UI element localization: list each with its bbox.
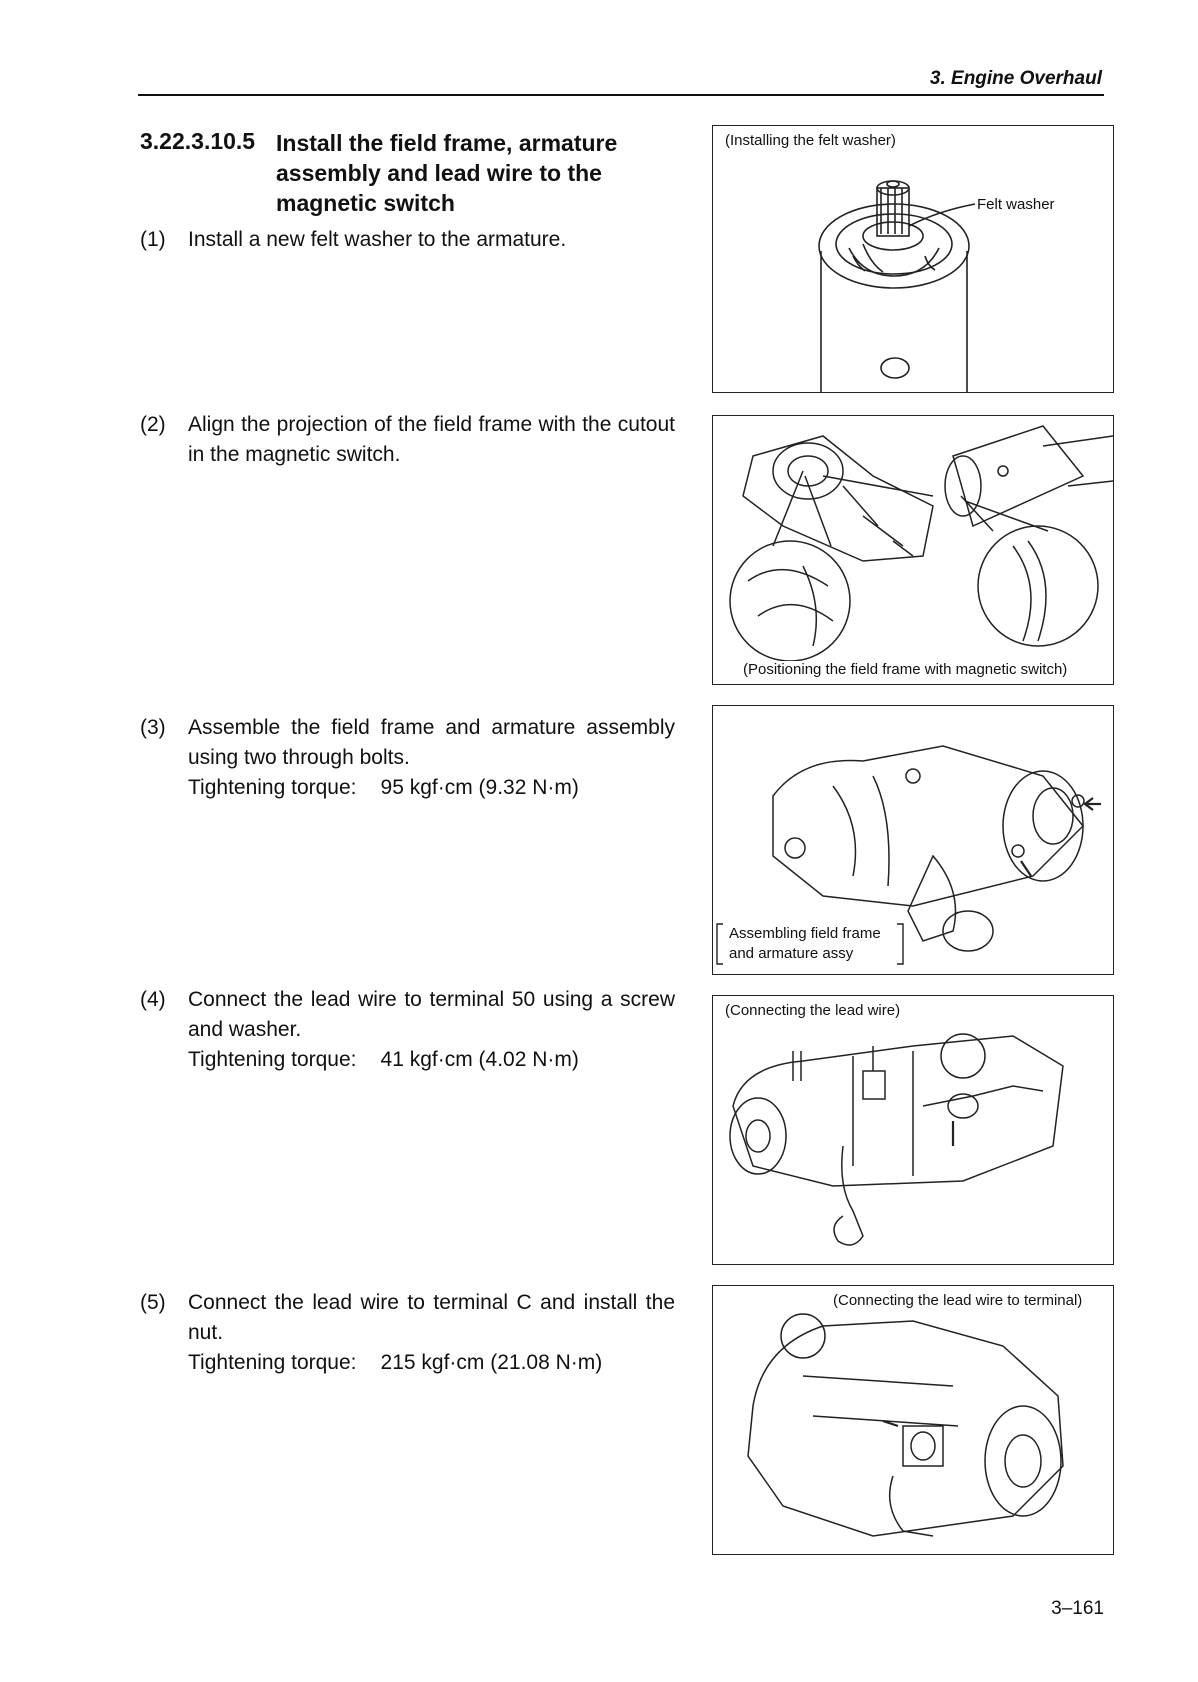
step-text: Align the projection of the field frame with the cutout in the magnetic switch. (188, 413, 675, 466)
figure-caption: (Positioning the field frame with magnetic switch) (743, 661, 1068, 678)
step-number: (4) (140, 988, 166, 1011)
step-2 (140, 410, 675, 470)
figure-felt-washer (712, 125, 1114, 393)
torque-value: 95 kgf·cm (9.32 N·m) (380, 776, 579, 799)
section-title: Install the field frame, armature assembly and lead wire to the magnetic switch (276, 130, 618, 216)
page-number: 3–161 (1051, 1598, 1104, 1619)
step-text: Assemble the field frame and armature assembly using two through bolts. (188, 716, 675, 769)
step-3 (140, 713, 675, 803)
torque-label: Tightening torque: (188, 1048, 357, 1071)
step-number: (1) (140, 228, 166, 251)
lead-wire-illustration (713, 996, 1113, 1264)
step-number: (3) (140, 716, 166, 739)
torque-value: 41 kgf·cm (4.02 N·m) (380, 1048, 579, 1071)
felt-washer-label: Felt washer (977, 196, 1055, 213)
step-text: Connect the lead wire to terminal 50 using a screw and washer. (188, 988, 675, 1041)
torque-label: Tightening torque: (188, 776, 357, 799)
figure-terminal (712, 1285, 1114, 1555)
figure-assembling (712, 705, 1114, 975)
felt-washer-illustration (713, 126, 1113, 392)
caption-line-2: and armature assy (729, 945, 854, 962)
step-number: (2) (140, 413, 166, 436)
step-5 (140, 1288, 675, 1378)
figure-caption: (Installing the felt washer) (725, 132, 896, 149)
figure-caption (729, 924, 881, 964)
torque-spec (188, 773, 675, 803)
section-number: 3.22.3.10.5 (140, 128, 256, 154)
chapter-header: 3. Engine Overhaul (929, 68, 1102, 89)
step-1 (140, 225, 675, 255)
torque-spec (188, 1045, 675, 1075)
torque-label: Tightening torque: (188, 1351, 357, 1374)
step-4 (140, 985, 675, 1075)
figure-caption: (Connecting the lead wire) (725, 1002, 901, 1019)
terminal-illustration (713, 1286, 1113, 1554)
step-text: Install a new felt washer to the armature. (188, 228, 567, 251)
step-text: Connect the lead wire to terminal C and install the nut. (188, 1291, 675, 1344)
step-number: (5) (140, 1291, 166, 1314)
torque-spec (188, 1348, 675, 1378)
torque-value: 215 kgf·cm (21.08 N·m) (380, 1351, 603, 1374)
header-rule (138, 94, 1104, 96)
caption-line-1: Assembling field frame (729, 925, 881, 942)
figure-positioning (712, 415, 1114, 685)
figure-caption: (Connecting the lead wire to terminal) (833, 1292, 1083, 1309)
positioning-illustration (713, 416, 1113, 684)
figure-lead-wire (712, 995, 1114, 1265)
